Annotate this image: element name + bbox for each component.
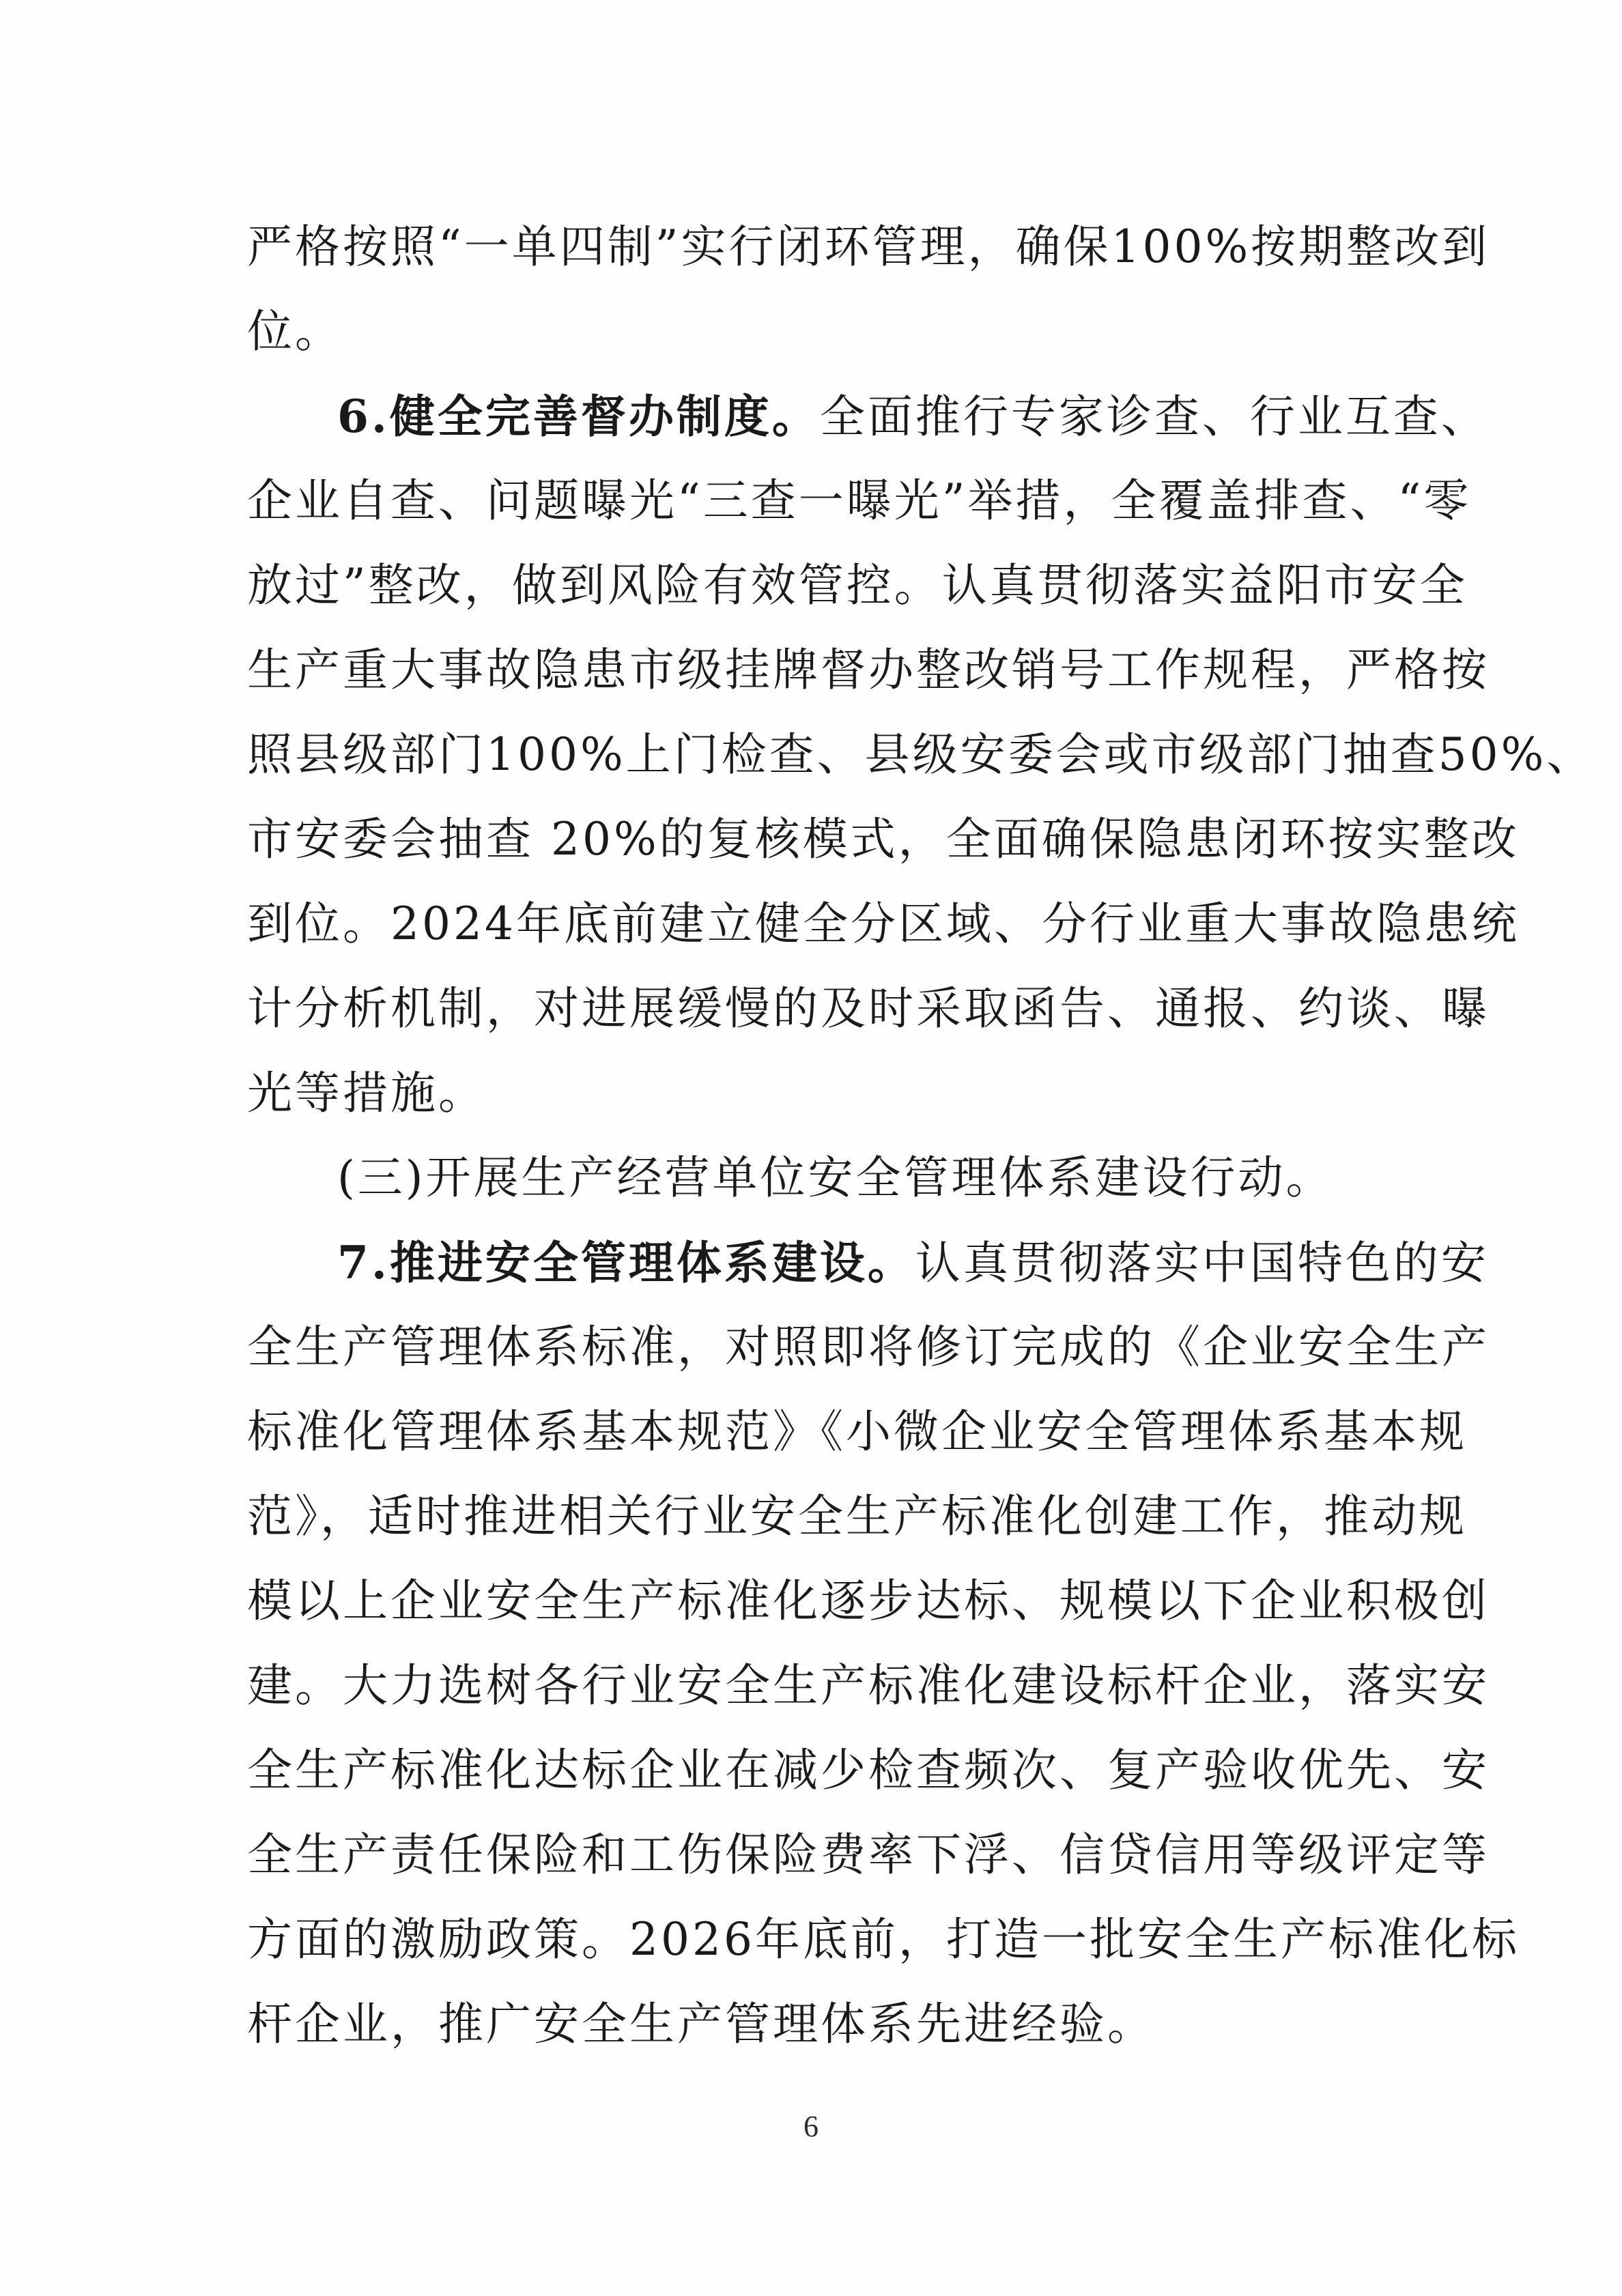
text-line: 建。大力选树各行业安全生产标准化建设标杆企业，落实安 [247,1659,1490,1712]
text-line: 标准化管理体系基本规范》《小微企业安全管理体系基本规 [247,1405,1467,1458]
text-line: 放过”整改，做到风险有效管控。认真贯彻落实益阳市安全 [247,559,1468,612]
section-heading: (三)开展生产经营单位安全管理体系建设行动。 [337,1151,1334,1204]
text-line: 严格按照“一单四制”实行闭环管理，确保100%按期整改到 [247,220,1490,273]
text-line: 计分析机制，对进展缓慢的及时采取函告、通报、约谈、曝 [247,982,1490,1035]
text-line: 方面的激励政策。2026年底前，打造一批安全生产标准化标 [247,1913,1520,1966]
text-span: 全面推行专家诊查、行业互查、 [819,390,1489,443]
text-line: 照县级部门100%上门检查、县级安委会或市级部门抽查50%、 [247,728,1595,781]
text-line: 范》，适时推进相关行业安全生产标准化创建工作，推动规 [247,1490,1467,1542]
text-line: 全生产标准化达标企业在减少检查频次、复产验收优先、安 [247,1744,1490,1796]
text-line: 全生产责任保险和工伤保险费率下浮、信贷信用等级评定等 [247,1828,1490,1881]
item-6-heading: 6.健全完善督办制度。 [337,390,820,443]
text-line: 到位。2024年底前建立健全分区域、分行业重大事故隐患统 [247,898,1520,950]
text-line: 生产重大事故隐患市级挂牌督办整改销号工作规程，严格按 [247,644,1490,696]
text-line: 全生产管理体系标准，对照即将修订完成的《企业安全生产 [247,1321,1490,1373]
paragraph-7-first-line [247,1220,1489,1305]
text-line: 位。 [247,305,343,358]
text-line: 模以上企业安全生产标准化逐步达标、规模以下企业积极创 [247,1575,1490,1627]
item-7-heading: 7.推进安全管理体系建设。 [337,1236,915,1289]
paragraph-6-first-line [247,374,1489,459]
text-line: 市安委会抽查 20%的复核模式，全面确保隐患闭环按实整改 [247,813,1520,865]
text-span: 认真贯彻落实中国特色的安 [915,1237,1489,1289]
page-number: 6 [803,2110,819,2143]
document-body [247,205,1595,2067]
text-line: 光等措施。 [247,1067,486,1119]
text-line: 杆企业，推广安全生产管理体系先进经验。 [247,1998,1155,2050]
text-line: 企业自查、问题曝光“三查一曝光”举措，全覆盖排查、“零 [247,474,1472,527]
